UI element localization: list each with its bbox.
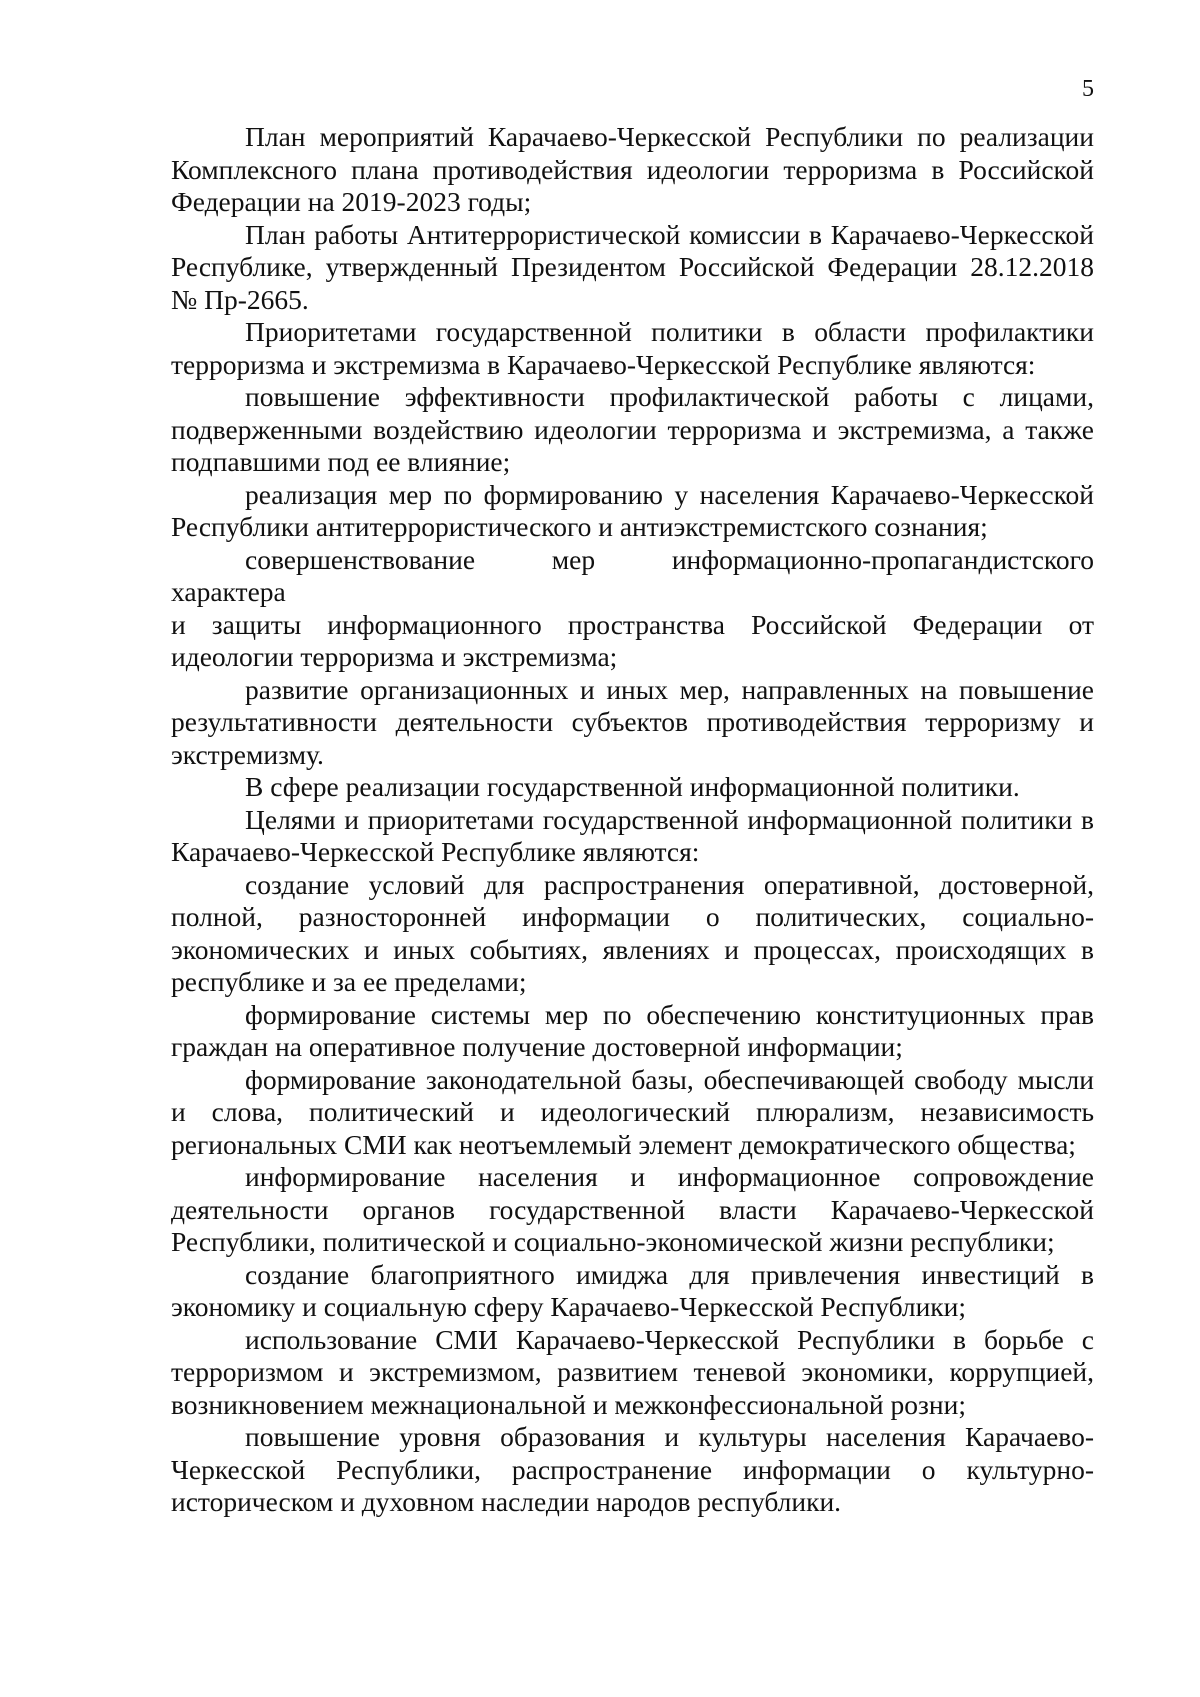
paragraph-priorities-intro: Приоритетами государственной политики в области профилактики терроризма и экстремизма в Карачаево-Черкесской Республике являются: bbox=[171, 316, 1094, 380]
paragraph-goal-rights: формирование системы мер по обеспечению конституционных прав граждан на оперативное получение достоверной информации; bbox=[171, 998, 1094, 1062]
paragraph-goal-education: повышение уровня образования и культуры населения Карачаево-Черкесской Республики, распространение информации о культурно-историческом и духовном наследии народов республики. bbox=[171, 1421, 1094, 1517]
paragraph-priority-efficiency: повышение эффективности профилактической работы с лицами, подверженными воздействию идеологии терроризма и экстремизма, а также подпавшими под ее влияние; bbox=[171, 381, 1094, 477]
paragraph-priority-propaganda-line1: совершенствование мер информационно-пропагандистского bbox=[245, 543, 1094, 575]
paragraph-goal-legislation: формирование законодательной базы, обеспечивающей свободу мысли и слова, политический и идеологический плюрализм, независимость региональных СМИ как неотъемлемый элемент демократического общества; bbox=[171, 1063, 1094, 1160]
paragraph-priority-awareness: реализация мер по формированию у населения Карачаево-Черкесской Республики антитеррористического и антиэкстремистского сознания; bbox=[171, 478, 1094, 542]
page-number: 5 bbox=[1082, 76, 1094, 102]
paragraph-priority-organizational: развитие организационных и иных мер, направленных на повышение результативности деятельности субъектов противодействия терроризму и экстремизму. bbox=[171, 673, 1094, 770]
paragraph-info-policy-goals: Целями и приоритетами государственной информационной политики в Карачаево-Черкесской Республике являются: bbox=[171, 803, 1094, 867]
paragraph-goal-informing: информирование населения и информационное сопровождение деятельности органов государственной власти Карачаево-Черкесской Республики, политической и социально-экономической жизни республики; bbox=[171, 1161, 1094, 1257]
paragraph-goal-media: использование СМИ Карачаево-Черкесской Республики в борьбе с терроризмом и экстремизмом, развитием теневой экономики, коррупцией, возникновением межнациональной и межконфессиональной розни; bbox=[171, 1323, 1094, 1420]
paragraph-plan-commission: План работы Антитеррористической комиссии в Карачаево-Черкесской Республике, утвержденный Президентом Российской Федерации 28.12.2018 № Пр-2665. bbox=[171, 218, 1094, 315]
paragraph-goal-conditions: создание условий для распространения оперативной, достоверной, полной, разносторонней информации о политических, социально-экономических и иных событиях, явлениях и процессах, происходящих в республике и за ее пределами; bbox=[171, 868, 1094, 997]
paragraph-priority-propaganda-line2: характера bbox=[171, 576, 286, 607]
paragraph-priority-propaganda-line3: и защиты информационного пространства Российской Федерации от идеологии терроризма и экстремизма; bbox=[171, 608, 1094, 672]
paragraph-goal-image: создание благоприятного имиджа для привлечения инвестиций в экономику и социальную сферу Карачаево-Черкесской Республики; bbox=[171, 1258, 1094, 1322]
paragraph-plan-measures: План мероприятий Карачаево-Черкесской Республики по реализации Комплексного плана противодействия идеологии терроризма в Российской Федерации на 2019-2023 годы; bbox=[171, 121, 1094, 217]
paragraph-info-policy-heading: В сфере реализации государственной информационной политики. bbox=[245, 771, 1020, 802]
document-body bbox=[171, 121, 1094, 1519]
